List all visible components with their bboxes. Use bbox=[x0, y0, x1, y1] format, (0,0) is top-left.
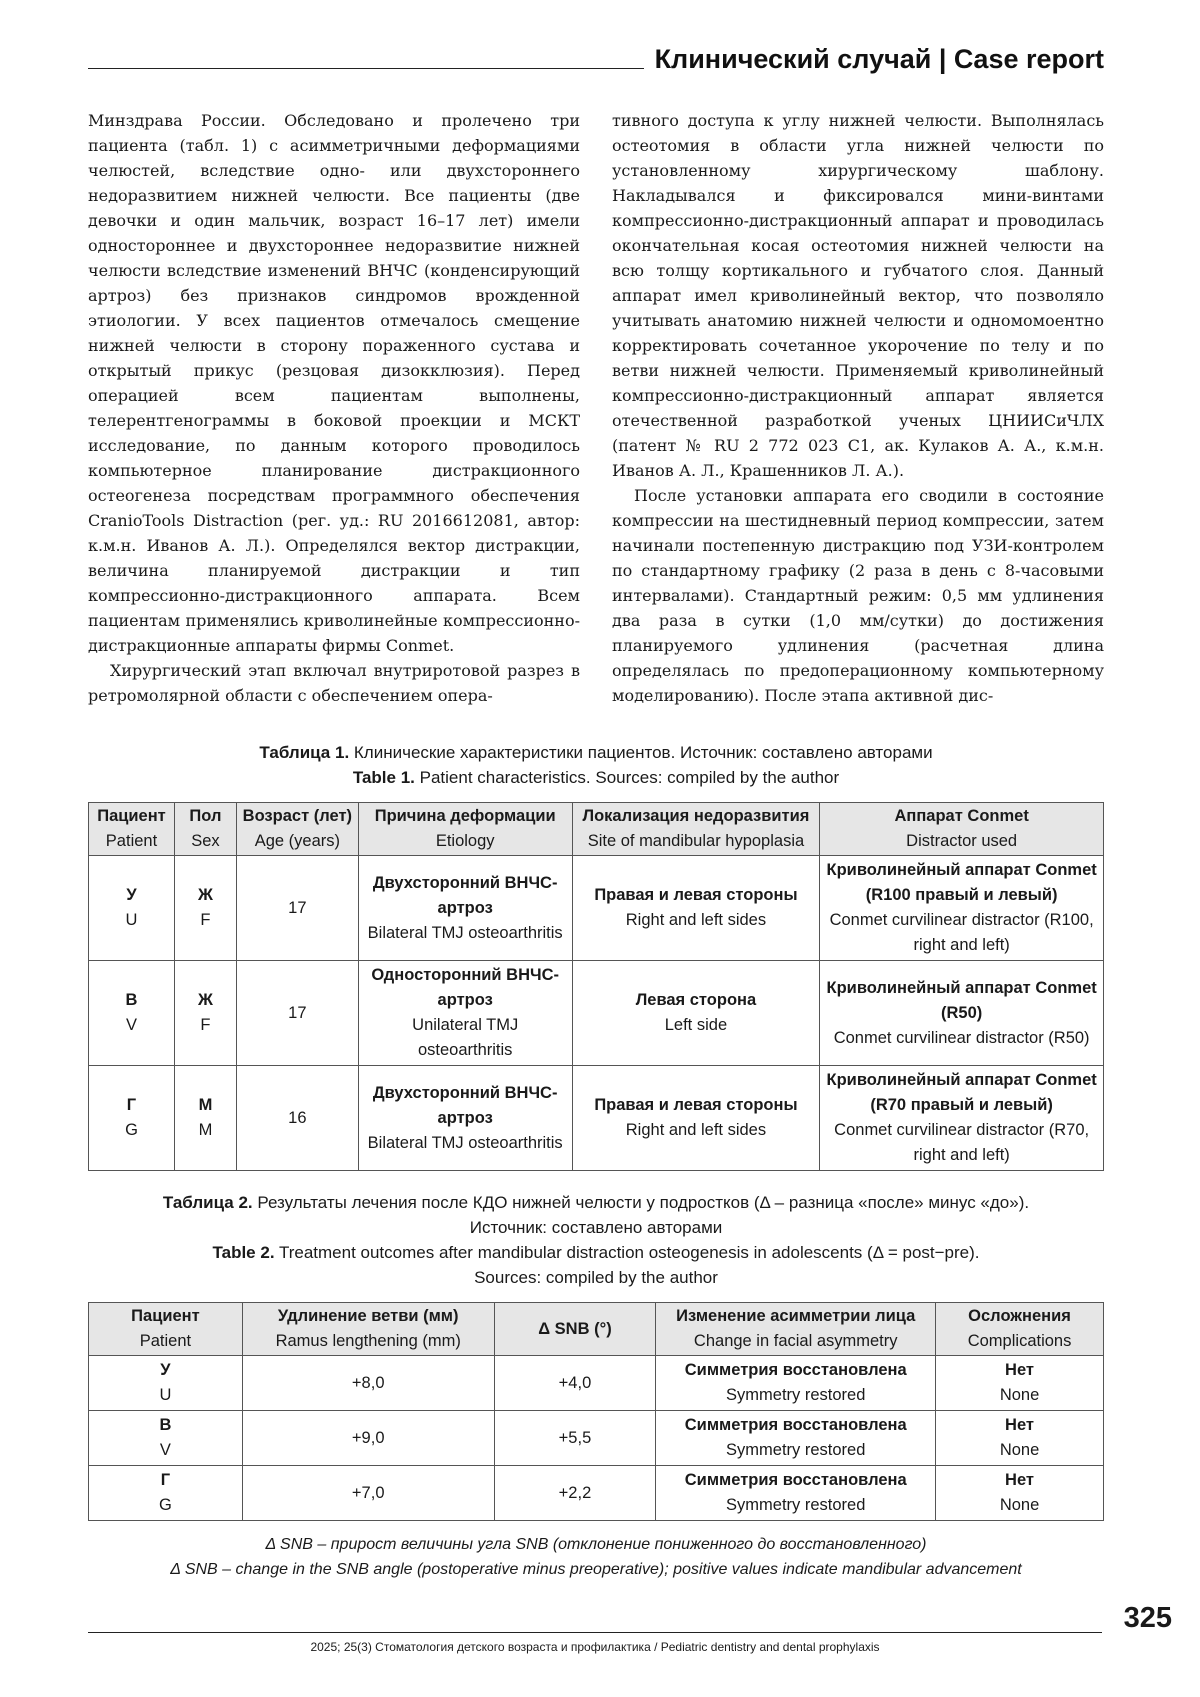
table-cell: Нет None bbox=[936, 1411, 1104, 1466]
table-row bbox=[89, 1066, 1104, 1171]
table-cell: +4,0 bbox=[494, 1356, 656, 1411]
table2-caption-ru-label: Таблица 2. bbox=[162, 1193, 253, 1212]
table2-caption-ru: Результаты лечения после КДО нижней челюсти у подростков (Δ – разница «после» минус «до»). bbox=[252, 1193, 1030, 1212]
paragraph: После установки аппарата его сводили в состояние компрессии на шестидневный период компрессии, затем начинали постепенную дистракцию под УЗИ-контролем по стандартному графику (2 раза в день с 8-часовыми интервалами). Стандартный режим: 0,5 мм удлинения два раза в сутки (1,0 мм/сутки) до достижения планируемого удлинения (расчетная длина определялась по предоперационному компьютерному моделированию). После этапа активной дис- bbox=[612, 486, 1104, 705]
paragraph: тивного доступа к углу нижней челюсти. Выполнялась остеотомия в области угла нижней челюсти по установленному хирургическому шаблону. Накладывался и фиксировался мини-винтами компрессионно-дистракционный аппарат и проводилась окончательная косая остеотомия нижней челюсти на всю толщу кортикального и губчатого слоя. Данный аппарат имел криволинейный вектор, что позволяло учитывать анатомию нижней челюсти и одномомоентно корректировать сочетанное укорочение по телу и по ветви нижней челюсти. Применяемый криволинейный компрессионно-дистракционный аппарат является отечественной разработкой ученых ЦНИИСиЧЛХ (патент № RU 2 772 023 C1, ак. Кулаков А. А., к.м.н. Иванов А. Л., Крашенников Л. А.). bbox=[612, 111, 1104, 480]
table2-header-cell: Пациент Patient bbox=[89, 1303, 243, 1356]
table2-footnote-en: Δ SNB – change in the SNB angle (postoperative minus preoperative); positive values indicate mandibular advancement bbox=[170, 1561, 1022, 1578]
table2-footnote-ru: Δ SNB – прирост величины угла SNB (отклонение пониженного до восстановленного) bbox=[265, 1536, 927, 1553]
body-column-right bbox=[612, 108, 1104, 708]
table2-caption-en-source: Sources: compiled by the author bbox=[474, 1268, 718, 1287]
table2 bbox=[88, 1302, 1104, 1521]
table1-header-cell: Аппарат Conmet Distractor used bbox=[820, 803, 1104, 856]
body-columns bbox=[88, 108, 1104, 708]
table1-header-cell: Пациент Patient bbox=[89, 803, 175, 856]
page-number: 325 bbox=[1123, 1602, 1172, 1634]
table-cell: Правая и левая стороны Right and left sides bbox=[572, 1066, 820, 1171]
table-cell: Левая сторона Left side bbox=[572, 961, 820, 1066]
table-cell: Нет None bbox=[936, 1466, 1104, 1521]
table1-caption-ru-label: Таблица 1. bbox=[259, 743, 350, 762]
table-row bbox=[89, 1411, 1104, 1466]
table-cell: Г G bbox=[89, 1466, 243, 1521]
table2-caption bbox=[88, 1190, 1104, 1290]
journal-footer: 2025; 25(3) Стоматология детского возраста и профилактика / Pediatric dentistry and dental prophylaxis bbox=[310, 1640, 880, 1654]
table1 bbox=[88, 802, 1104, 1171]
table-cell: +7,0 bbox=[242, 1466, 494, 1521]
table-cell: +2,2 bbox=[494, 1466, 656, 1521]
table1-caption-en: Patient characteristics. Sources: compiled by the author bbox=[414, 768, 840, 787]
table2-header-row bbox=[89, 1303, 1104, 1356]
body-column-left bbox=[88, 108, 580, 708]
header-rule bbox=[88, 68, 644, 69]
table-cell: Криволинейный аппарат Conmet (R70 правый и левый) Conmet curvilinear distractor (R70, right and left) bbox=[820, 1066, 1104, 1171]
table2-header-cell: Удлинение ветви (мм) Ramus lengthening (mm) bbox=[242, 1303, 494, 1356]
table-cell: +9,0 bbox=[242, 1411, 494, 1466]
table1-header-cell: Локализация недоразвития Site of mandibular hypoplasia bbox=[572, 803, 820, 856]
table2-caption-en: Treatment outcomes after mandibular distraction osteogenesis in adolescents (Δ = post−pre). bbox=[274, 1243, 980, 1262]
page-header-title: Клинический случай | Case report bbox=[654, 44, 1104, 74]
paragraph: Минздрава России. Обследовано и пролечено три пациента (табл. 1) с асимметричными деформациями челюстей, вследствие одно- или двухстороннего недоразвитием нижней челюсти. Все пациенты (две девочки и один мальчик, возраст 16–17 лет) имели одностороннее и двухстороннее недоразвитие нижней челюсти вследствие изменений ВНЧС (конденсирующий артроз) без признаков синдромов врожденной этиологии. У всех пациентов отмечалось смещение нижней челюсти в сторону пораженного сустава и открытый прикус (резцовая дизокклюзия). Перед операцией всем пациентам выполнены, телерентгенограммы в боковой проекции и МСКТ исследование, по данным которого проводилось компьютерное планирование дистракционного остеогенеза посредствам программного обеспечения CranioTools Distraction (рег. уд.: RU 2016612081, автор: к.м.н. Иванов А. Л.). Определялся вектор дистракции, величина планируемой дистракции и тип компрессионно-дистракционного аппарата. Всем пациентам применялись криволинейные компрессионно-дистракционные аппараты фирмы Conmet. bbox=[88, 111, 580, 655]
table-cell: В V bbox=[89, 961, 175, 1066]
table-row bbox=[89, 856, 1104, 961]
table-cell: Односторонний ВНЧС-артроз Unilateral TMJ osteoarthritis bbox=[358, 961, 572, 1066]
table-cell: 17 bbox=[236, 856, 358, 961]
table-cell: 16 bbox=[236, 1066, 358, 1171]
table1-header-cell: Возраст (лет) Age (years) bbox=[236, 803, 358, 856]
table1-caption-ru: Клинические характеристики пациентов. Источник: составлено авторами bbox=[349, 743, 933, 762]
table-cell: М M bbox=[174, 1066, 236, 1171]
table-cell: Г G bbox=[89, 1066, 175, 1171]
table2-caption-ru-source: Источник: составлено авторами bbox=[469, 1218, 723, 1237]
table1-header-cell: Пол Sex bbox=[174, 803, 236, 856]
table-cell: Симметрия восстановлена Symmetry restored bbox=[656, 1411, 936, 1466]
paragraph: Хирургический этап включал внутриротовой разрез в ретромолярной области с обеспечением опера- bbox=[88, 661, 580, 705]
table-cell: У U bbox=[89, 856, 175, 961]
table1-caption-en-label: Table 1. bbox=[352, 768, 415, 787]
table2-header-cell: Осложнения Complications bbox=[936, 1303, 1104, 1356]
table-cell: Двухсторонний ВНЧС-артроз Bilateral TMJ osteoarthritis bbox=[358, 856, 572, 961]
table-cell: Ж F bbox=[174, 961, 236, 1066]
table-cell: У U bbox=[89, 1356, 243, 1411]
table-row bbox=[89, 1466, 1104, 1521]
table-cell: Криволинейный аппарат Conmet (R100 правый и левый) Conmet curvilinear distractor (R100, right and left) bbox=[820, 856, 1104, 961]
table-cell: +5,5 bbox=[494, 1411, 656, 1466]
table-cell: Нет None bbox=[936, 1356, 1104, 1411]
table-cell: Симметрия восстановлена Symmetry restored bbox=[656, 1356, 936, 1411]
table2-header-cell: Изменение асимметрии лица Change in facial asymmetry bbox=[656, 1303, 936, 1356]
table-cell: Криволинейный аппарат Conmet (R50) Conmet curvilinear distractor (R50) bbox=[820, 961, 1104, 1066]
table-cell: Ж F bbox=[174, 856, 236, 961]
table2-header-cell: Δ SNB (°) bbox=[494, 1303, 656, 1356]
table-cell: +8,0 bbox=[242, 1356, 494, 1411]
table-cell: Симметрия восстановлена Symmetry restored bbox=[656, 1466, 936, 1521]
table1-header-row bbox=[89, 803, 1104, 856]
table2-caption-en-label: Table 2. bbox=[212, 1243, 275, 1262]
table1-caption bbox=[88, 740, 1104, 790]
table1-header-cell: Причина деформации Etiology bbox=[358, 803, 572, 856]
table-cell: 17 bbox=[236, 961, 358, 1066]
table-cell: Двухсторонний ВНЧС-артроз Bilateral TMJ osteoarthritis bbox=[358, 1066, 572, 1171]
footer-rule bbox=[88, 1632, 1102, 1633]
table-row bbox=[89, 961, 1104, 1066]
table-cell: Правая и левая стороны Right and left sides bbox=[572, 856, 820, 961]
table-cell: В V bbox=[89, 1411, 243, 1466]
table-row bbox=[89, 1356, 1104, 1411]
